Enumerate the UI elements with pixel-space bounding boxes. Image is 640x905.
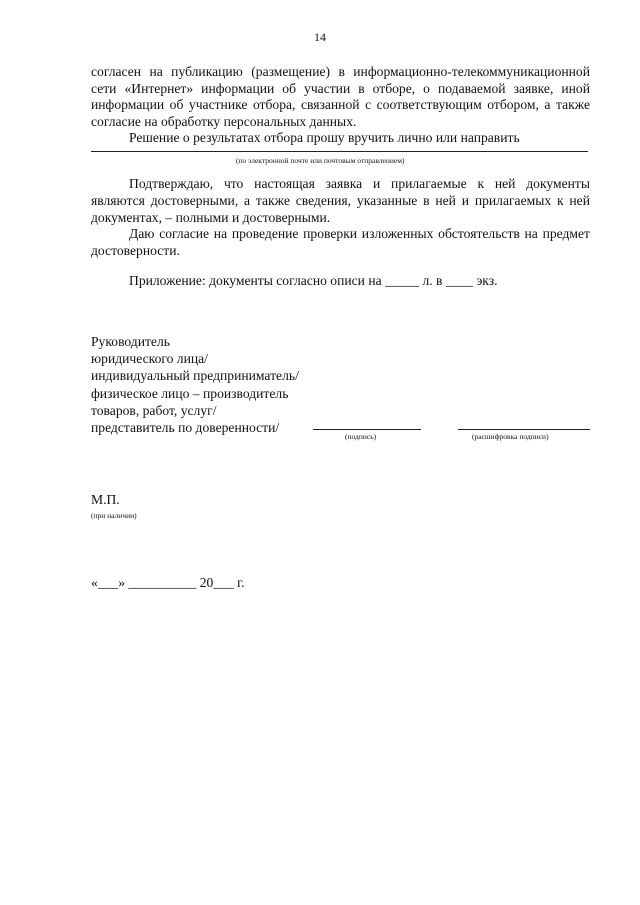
signatory-block [91,333,299,436]
signature-decoding-blank-line[interactable] [458,429,590,430]
signatory-line: представитель по доверенности/ [91,419,280,435]
decision-delivery-text: Решение о результатах отбора прошу вручить лично или направить [129,130,520,145]
confirm-line: Подтверждаю, что настоящая заявка и прилагаемые к ней документы [129,176,590,191]
consent-line: информации об участнике отбора, связанной с соответствующим отбором, а также [91,97,590,113]
appendix-prefix: Приложение: документы согласно описи на [129,273,382,288]
signatory-line: Руководитель [91,334,170,349]
verify-line: Даю согласие на проведение проверки изложенных обстоятельств на предмет [129,226,590,241]
confirm-line: документах, – полными и достоверными. [91,210,331,225]
verification-consent-paragraph [91,225,590,259]
delivery-method-caption: (по электронной почте или почтовым отправлением) [236,156,405,165]
stamp-label: М.П. [91,492,120,507]
signature-caption: (подпись) [345,432,377,441]
appendix-copies-blank[interactable]: ____ [445,273,474,288]
consent-paragraph [91,64,590,130]
date-line[interactable]: «___» __________ 20___ г. [91,575,245,590]
appendix-mid: л. в [422,273,443,288]
signatory-line: товаров, работ, услуг/ [91,402,217,418]
page-number: 14 [314,30,326,44]
verify-line: достоверности. [91,243,180,258]
signatory-line: юридического лица/ [91,351,208,367]
signatory-line: физическое лицо – производитель [91,385,289,401]
appendix-suffix: экз. [476,273,498,288]
signature-decoding-caption: (расшифровка подписи) [472,432,549,441]
signature-blank-line[interactable] [313,429,421,430]
appendix-sheets-blank[interactable]: _____ [385,273,420,288]
consent-line: сети «Интернет» информации об участии в отборе, о подаваемой заявке, иной [91,80,590,96]
confirm-line: являются достоверными, а также сведения, указанные в ней и прилагаемых к ней [91,193,590,208]
stamp-note: (при наличии) [91,511,137,520]
confirm-paragraph [91,175,590,226]
consent-line: согласие на обработку персональных данных. [91,113,357,129]
delivery-method-blank-line[interactable] [91,151,588,152]
appendix-line [129,273,498,289]
signatory-line: индивидуальный предприниматель/ [91,368,299,384]
consent-line: согласен на публикацию (размещение) в информационно-телекоммуникационной [91,64,590,79]
